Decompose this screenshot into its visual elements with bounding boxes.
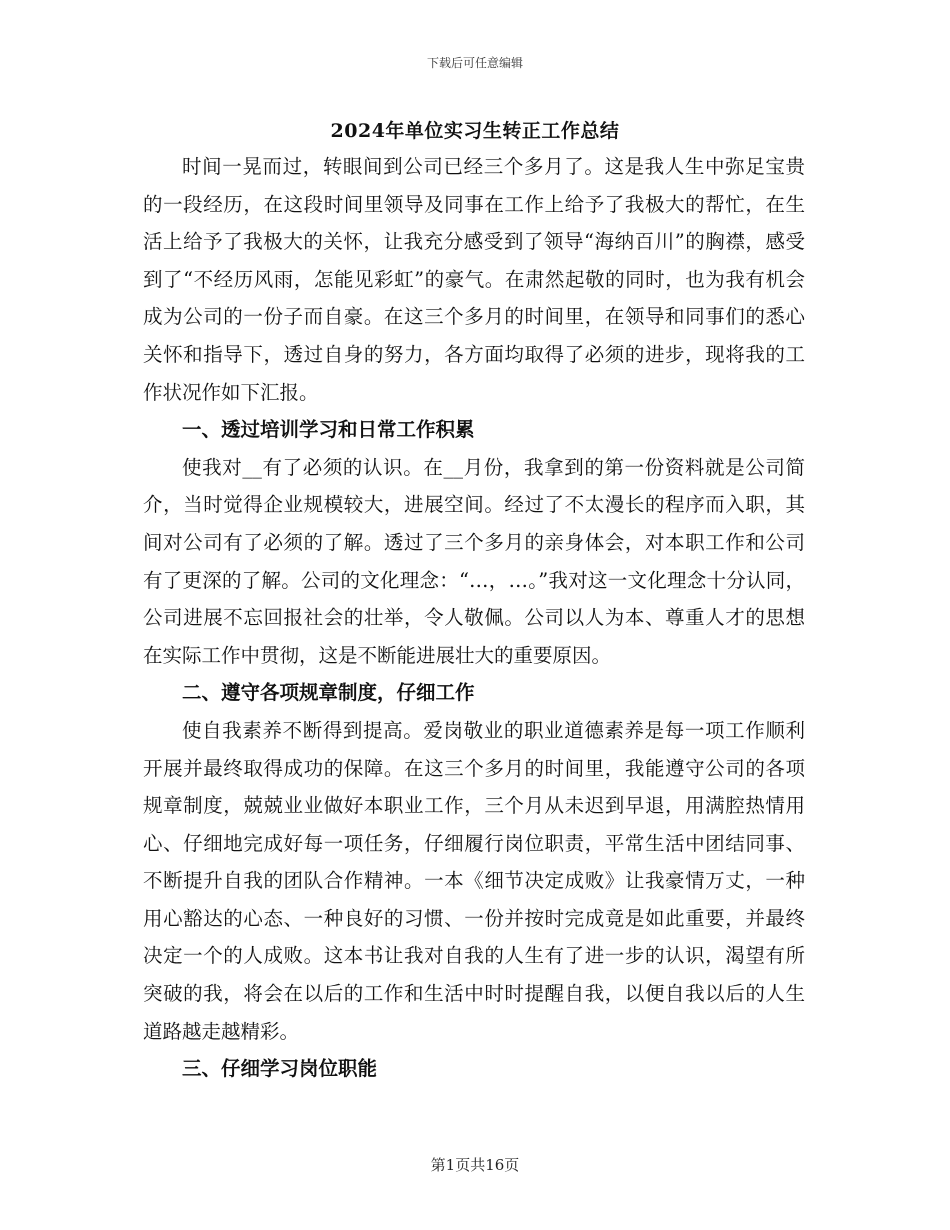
section-1-paragraph: 使我对__有了必须的认识。在__月份，我拿到的第一份资料就是公司简介，当时觉得企业规模较大，进展空间。经过了不太漫长的程序而入职，其间对公司有了必须的了解。透过了三个多月的亲身体会，对本职工作和公司有了更深的了解。公司的文化理念：“…，…。”我对这一文化理念十分认同，公司进展不忘回报社会的壮举，令人敬佩。公司以人为本、尊重人才的思想在实际工作中贯彻，这是不断能进展壮大的重要原因。 [143,455,805,667]
document-body [143,148,805,1088]
section-2-paragraph: 使自我素养不断得到提高。爱岗敬业的职业道德素养是每一项工作顺利开展并最终取得成功的保障。在这三个多月的时间里，我能遵守公司的各项规章制度，兢兢业业做好本职业工作，三个月从未迟到早退，用满腔热情用心、仔细地完成好每一项任务，仔细履行岗位职责，平常生活中团结同事、不断提升自我的团队合作精神。一本《细节决定成败》让我豪情万丈，一种用心豁达的心态、一种良好的习惯、一份并按时完成竟是如此重要，并最终决定一个的人成败。这本书让我对自我的人生有了进一步的认识，渴望有所突破的我，将会在以后的工作和生活中时时提醒自我，以便自我以后的人生道路越走越精彩。 [143,718,805,1043]
section-1-heading: 一、透过培训学习和日常工作积累 [182,418,475,442]
page-number-footer: 第1页共16页 [430,1156,520,1174]
document-title: 2024年单位实习生转正工作总结 [330,120,620,142]
section-2-heading: 二、遵守各项规章制度，仔细工作 [182,681,475,705]
header-note: 下载后可任意编辑 [426,56,523,70]
intro-paragraph: 时间一晃而过，转眼间到公司已经三个多月了。这是我人生中弥足宝贵的一段经历，在这段时间里领导及同事在工作上给予了我极大的帮忙，在生活上给予了我极大的关怀，让我充分感受到了领导“海纳百川”的胸襟，感受到了“不经历风雨，怎能见彩虹”的豪气。在肃然起敬的同时，也为我有机会成为公司的一份子而自豪。在这三个多月的时间里，在领导和同事们的悉心关怀和指导下，透过自身的努力，各方面均取得了必须的进步，现将我的工作状况作如下汇报。 [143,155,805,404]
section-3-heading: 三、仔细学习岗位职能 [182,1057,378,1081]
